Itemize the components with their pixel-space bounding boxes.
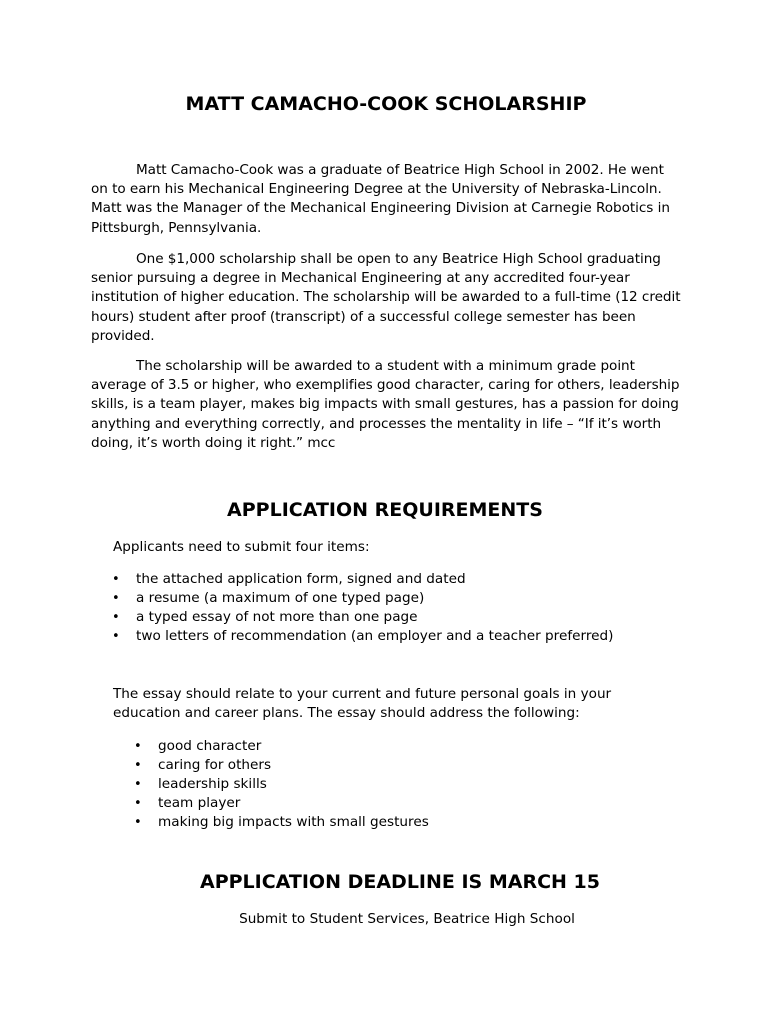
list-item-text: a typed essay of not more than one page <box>136 609 418 625</box>
list-item <box>134 794 429 813</box>
required-items-list <box>112 570 614 646</box>
bullet-icon: • <box>134 815 142 830</box>
list-item <box>112 608 613 627</box>
essay-topics-list <box>134 737 429 832</box>
bullet-icon: • <box>134 739 142 754</box>
list-item-text: a resume (a maximum of one typed page) <box>136 590 425 606</box>
list-item-text: team player <box>158 795 241 811</box>
bullet-icon: • <box>112 629 120 644</box>
bullet-icon: • <box>112 610 120 625</box>
list-item <box>134 737 429 756</box>
bullet-icon: • <box>134 758 142 773</box>
list-item <box>134 813 429 832</box>
list-item <box>112 570 613 589</box>
list-item-text: good character <box>158 738 262 754</box>
list-item-text: the attached application form, signed and dated <box>136 571 466 587</box>
deadline-heading: APPLICATION DEADLINE IS MARCH 15 <box>199 871 600 893</box>
list-item <box>112 627 614 646</box>
scholarship-eligibility-paragraph: One $1,000 scholarship shall be open to any Beatrice High School graduating senior pursuing a degree in Mechanical Engineering at any accredited four-year institution of higher education. The scholarship will be awarded to a full-time (12 credit hours) student after proof (transcript) of a successful college semester has been provided. <box>91 251 681 344</box>
bullet-icon: • <box>112 572 120 587</box>
selection-criteria-paragraph: The scholarship will be awarded to a student with a minimum grade point average of 3.5 or higher, who exemplifies good character, caring for others, leadership skills, is a team player, makes big impacts with small gestures, has a passion for doing anything and everything correctly, and processes the mentality in life – “If it’s worth doing, it’s worth doing it right.” mcc <box>91 358 680 451</box>
list-item-text: leadership skills <box>158 776 267 792</box>
list-item-text: caring for others <box>158 757 272 773</box>
list-item-text: two letters of recommendation (an employer and a teacher preferred) <box>136 628 614 644</box>
essay-intro-text: The essay should relate to your current and future personal goals in your education and career plans. The essay should address the following: <box>113 686 612 722</box>
biography-paragraph: Matt Camacho-Cook was a graduate of Beatrice High School in 2002. He went on to earn his Mechanical Engineering Degree at the University of Nebraska-Lincoln. Matt was the Manager of the Mechanical Engineering Division at Carnegie Robotics in Pittsburgh, Pennsylvania. <box>91 162 670 236</box>
bullet-icon: • <box>134 796 142 811</box>
list-item-text: making big impacts with small gestures <box>158 814 429 830</box>
list-item <box>134 756 429 775</box>
submission-instructions: Submit to Student Services, Beatrice High School <box>239 911 575 927</box>
bullet-icon: • <box>134 777 142 792</box>
list-item <box>112 589 613 608</box>
scholarship-title: MATT CAMACHO-COOK SCHOLARSHIP <box>185 93 587 115</box>
applicants-intro-text: Applicants need to submit four items: <box>113 539 370 555</box>
requirements-heading: APPLICATION REQUIREMENTS <box>227 499 543 521</box>
bullet-icon: • <box>112 591 120 606</box>
list-item <box>134 775 429 794</box>
